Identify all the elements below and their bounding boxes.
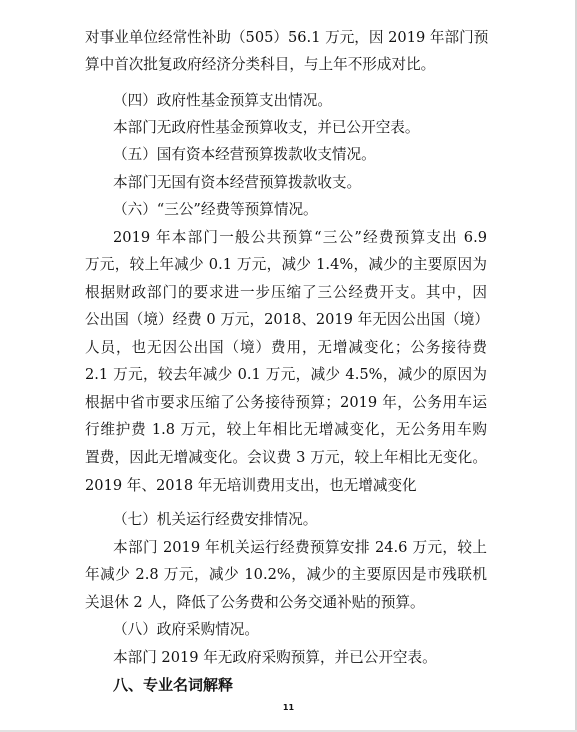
page-number: 11: [282, 703, 295, 712]
body-line-17: 关退休 2 人，降低了公务费和公务交通补贴的预算。: [85, 594, 425, 611]
body-line-10: 2.1 万元，较去年减少 0.1 万元，减少 4.5%，减少的原因为: [85, 366, 487, 383]
body-line-9: 人员，也无因公出国（境）费用，无增减变化；公务接待费: [85, 339, 487, 356]
body-line-12: 行维护费 1.8 万元，较上年相比无增减变化，无公务用车购: [85, 421, 487, 438]
section-title-8: （八）政府采购情况。: [113, 621, 259, 638]
body-line-18: 本部门 2019 年无政府采购预算，并已公开空表。: [113, 649, 437, 666]
body-line-5: 2019 年本部门一般公共预算“三公”经费预算支出 6.9: [113, 229, 487, 246]
body-line-7: 根据财政部门的要求进一步压缩了三公经费开支。其中，因: [85, 284, 487, 301]
body-line-14: 2019 年、2018 年无培训费用支出，也无增减变化: [85, 477, 417, 494]
section-title-5: （五）国有资本经营预算拨款收支情况。: [113, 146, 376, 163]
body-line-6: 万元，较上年减少 0.1 万元，减少 1.4%，减少的主要原因为: [85, 256, 487, 273]
body-line-8: 公出国（境）经费 0 万元，2018、2019 年无因公出国（境）: [85, 311, 489, 328]
section-title-6: （六）“三公”经费等预算情况。: [113, 201, 318, 218]
body-line-3: 本部门无政府性基金预算收支，并已公开空表。: [113, 119, 420, 136]
body-line-1: 对事业单位经常性补助（505）56.1 万元，因 2019 年部门预: [85, 29, 489, 46]
body-line-2: 算中首次批复政府经济分类科目，与上年不形成对比。: [85, 56, 436, 73]
section-title-4: （四）政府性基金预算支出情况。: [113, 92, 332, 109]
body-line-11: 根据中省市要求压缩了公务接待预算；2019 年，公务用车运: [85, 394, 487, 411]
section-title-7: （七）机关运行经费安排情况。: [113, 511, 318, 528]
section-heading: 八、专业名词解释: [113, 676, 234, 694]
body-line-16: 年减少 2.8 万元，减少 10.2%，减少的主要原因是市残联机: [85, 566, 487, 583]
body-line-4: 本部门无国有资本经营预算拨款收支。: [113, 174, 362, 191]
body-line-13: 置费，因此无增减变化。会议费 3 万元，较上年相比无变化。: [85, 449, 487, 466]
body-line-15: 本部门 2019 年机关运行经费预算安排 24.6 万元，较上: [113, 539, 487, 556]
